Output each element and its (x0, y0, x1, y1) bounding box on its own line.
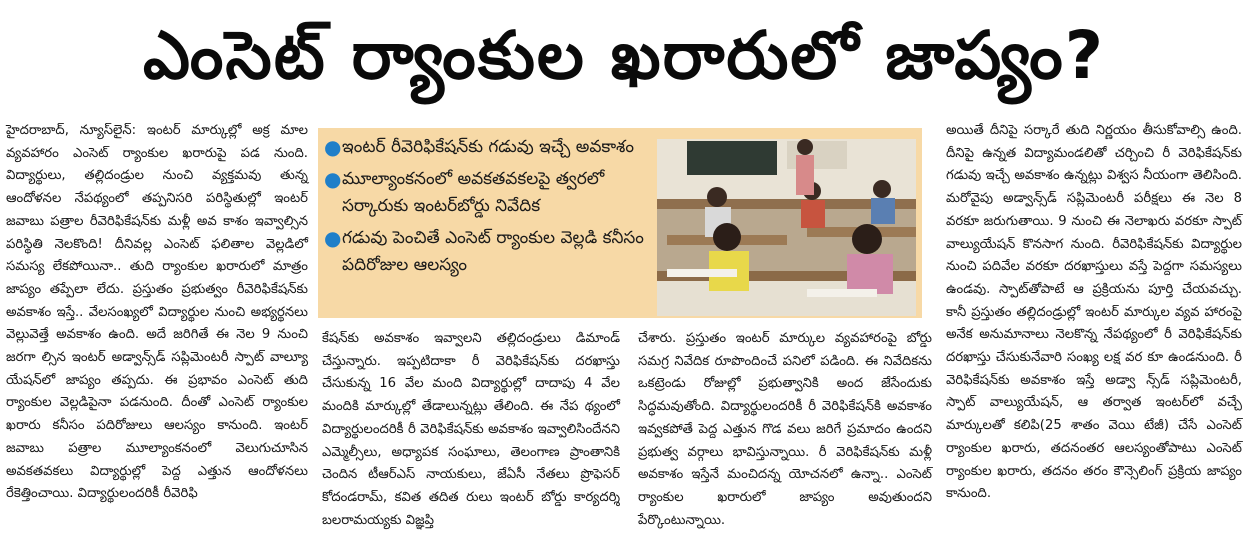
column-text: అయితే దీనిపై సర్కారే తుది నిర్ణయం తీసుకోవాల్సి ఉంది. దీనిపై ఉన్నత విద్యామండలితో చర్చించి రీ వెరిఫికేషన్‌కు గడువు ఇచ్చే అవకాశం ఉన్నట్లు విశ్వస నీయంగా తెలిసింది. మరోవైపు అడ్వాన్స్‌డ్ సప్లిమెంటరీ పరీక్షలు ఈ నెల 8 వరకూ జరుగుతాయి. 9 నుంచి ఈ నెలాఖరు వరకూ స్పాట్ వాల్యుయేషన్ కొనసాగ నుంది. రీవెరిఫికేషన్‌కు విద్యార్థుల నుంచి పదివేల వరకూ దరఖాస్తులు వస్తే పెద్దగా సమస్యలు ఉండవు. స్పాట్‌తోపాటే ఆ ప్రక్రియను పూర్తి చేయవచ్చు. కానీ ప్రస్తుతం తల్లిదండ్రుల్లో ఇంటర్ మార్కుల వ్యవ హారంపై అనేక అనుమానాలు నెలకొన్న నేపథ్యంలో రీ వెరిఫికేషన్‌కు దరఖాస్తు చేసుకునేవారి సంఖ్య లక్ష వర కూ ఉండనుంది. రీ వెరిఫికేషన్‌కు అవకాశం ఇస్తే అడ్వా న్స్‌డ్ సప్లిమెంటరీ, స్పాట్ వాల్యుయేషన్, ఆ తర్వాత ఇంటర్‌లో వచ్చే మార్కులతో కలిపి(25 శాతం వెయి టేజీ) చేసే ఎంసెట్ ర్యాంకుల ఖరారు, తదనంతర ఆలస్యంతోపాటు ఎంసెట్ ర్యాంకుల ఖరారు, తదనం తరం కౌన్సెలింగ్ ప్రక్రియ జాప్యం కానుంది. (946, 123, 1242, 502)
bullet-icon: ● (324, 225, 342, 250)
highlight-list (322, 134, 652, 284)
exam-hall-photo (657, 139, 916, 316)
column-text: హైదరాబాద్, న్యూస్‌లైన్: ఇంటర్ మార్కుల్లో అక్ర మాల వ్యవహారం ఎంసెట్ ర్యాంకుల ఖరారుపై పడ నుంది. విద్యార్థులు, తల్లిదండ్రుల నుంచి వ్యక్తమవు తున్న ఆందోళనల నేపథ్యంలో తప్పనిసరి పరిస్థితుల్లో ఇంటర్ జవాబు పత్రాల రీవెరిఫికేషన్‌కు మళ్లీ అవ కాశం ఇవ్వాల్సిన పరిస్థితి నెలకొంది! దీనివల్ల ఎంసెట్ ఫలితాల వెల్లడిలో సమస్య లేకపోయినా.. తుది ర్యాంకుల ఖరారులో మాత్రం జాప్యం తప్పేలా లేదు. ప్రస్తుతం ప్రభుత్వం రీవెరిఫికేషన్‌కు అవకాశం ఇస్తే.. వేలసంఖ్యలో విద్యార్థుల నుంచి అభ్యర్థనలు వెల్లువెత్తే అవకాశం ఉంది. అదే జరిగితే ఈ నెల 9 నుంచి జరగా ల్సిన ఇంటర్ అడ్వాన్స్‌డ్ సప్లిమెంటరీ స్పాట్ వాల్యూ యేషన్‌లో జాప్యం తప్పదు. ఈ ప్రభావం ఎంసెట్ తుది ర్యాంకుల వెల్లడిపైనా పడనుంది. దీంతో ఎంసెట్ ర్యాంకుల ఖరారు కనీసం పదిరోజులు ఆలస్యం కానుంది. ఇంటర్ జవాబు పత్రాల మూల్యాంకనంలో వెలుగుచూసిన అవకతవకలు విద్యార్థుల్లో పెద్ద ఎత్తున ఆందోళనలు రేకెత్తించాయి. విద్యార్థులందరికీ రీవెరిఫి (6, 123, 308, 502)
bullet-icon: ● (324, 135, 342, 159)
headline: ఎంసెట్ ర్యాంకుల ఖరారులో జాప్యం? (142, 17, 1106, 94)
article-column-3 (638, 328, 932, 532)
highlight-text: మూల్యాంకనంలో అవకతవకలపై త్వరలో సర్కారుకు ఇంటర్‌బోర్డు నివేదిక (342, 168, 605, 216)
column-text: చేశారు. ప్రస్తుతం ఇంటర్ మార్కుల వ్యవహారంపై బోర్డు సమగ్ర నివేదిక రూపొందించే పనిలో పడింది. ఈ నివేదికను ఒకట్రెండు రోజుల్లో ప్రభుత్వానికి అంద జేసేందుకు సిద్ధమవుతోంది. విద్యార్థులందరికీ రీ వెరిఫికేషన్‌కి అవకాశం ఇవ్వకపోతే పెద్ద ఎత్తున గొడ వలు జరిగే ప్రమాదం ఉందని ప్రభుత్వ వర్గాలు భావిస్తున్నాయి. రీ వెరిఫికేషన్‌కు మళ్లీ అవకాశం ఇస్తేనే మంచిదన్న యోచనలో ఉన్నా.. ఎంసెట్ ర్యాంకుల ఖరారులో జాప్యం అవుతుందని పేర్కొంటున్నాయి. (638, 331, 932, 528)
bullet-icon: ● (324, 166, 342, 191)
highlight-text: ఇంటర్ రీవెరిఫికేషన్‌కు గడువు ఇచ్చే అవకాశం (342, 137, 634, 157)
highlight-item (322, 225, 652, 280)
highlight-item (322, 134, 652, 162)
highlight-text: గడువు పెంచితే ఎంసెట్ ర్యాంకుల వెల్లడి కనీసం పదిరోజుల ఆలస్యం (342, 227, 644, 275)
exam-hall-illustration (657, 139, 916, 316)
article-column-4 (946, 120, 1242, 506)
column-text: కేషన్‌కు అవకాశం ఇవ్వాలని తల్లిదండ్రులు డిమాండ్ చేస్తున్నారు. ఇప్పటిదాకా రీ వెరిఫికేషన్‌కు దరఖాస్తు చేసుకున్న 16 వేల మంది విద్యార్థుల్లో దాదాపు 4 వేల మందికి మార్కుల్లో తేడాలున్నట్లు తేలింది. ఈ నేప థ్యంలో విద్యార్థులందరికీ రీ వెరిఫికేషన్‌కు అవకాశం ఇవ్వాలిసిందేనని ఎమ్మెల్సీలు, అధ్యాపక సంఘాలు, తెలంగాణ ప్రాంతానికి చెందిన టీఆర్‌ఎస్ నాయకులు, జేఏసీ నేతలు ప్రొఫెసర్ కోదండరామ్, కవిత తదిత రులు ఇంటర్ బోర్డు కార్యదర్శి బలరామయ్యకు విజ్ఞప్తి (322, 331, 620, 528)
article-column-2 (322, 328, 620, 532)
article-column-1 (6, 120, 308, 506)
highlight-item (322, 166, 652, 221)
